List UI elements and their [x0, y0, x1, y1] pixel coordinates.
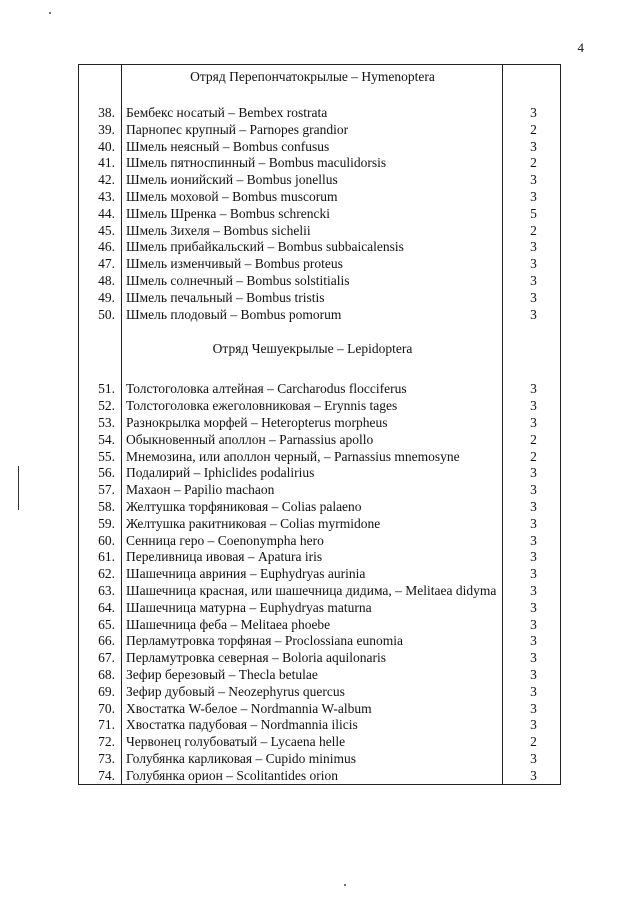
species-row: [79, 172, 561, 189]
spacer-cell: [122, 89, 503, 105]
species-number: 46.: [79, 239, 122, 256]
species-name: Разнокрылка морфей – Heteropterus morpheus: [122, 415, 503, 432]
spacer-row: [79, 89, 561, 105]
species-row: [79, 398, 561, 415]
species-row: [79, 650, 561, 667]
scan-margin-mark: [18, 466, 19, 510]
species-name: Переливница ивовая – Apatura iris: [122, 549, 503, 566]
species-number: 56.: [79, 465, 122, 482]
rarity-category: 3: [503, 600, 561, 617]
species-name: Махаон – Papilio machaon: [122, 482, 503, 499]
species-name: Голубянка карликовая – Cupido minimus: [122, 751, 503, 768]
species-row: [79, 105, 561, 122]
species-row: [79, 516, 561, 533]
species-row: [79, 701, 561, 718]
species-number: 67.: [79, 650, 122, 667]
species-number: 62.: [79, 566, 122, 583]
species-row: [79, 432, 561, 449]
species-number: 68.: [79, 667, 122, 684]
species-name: Шашечница феба – Melitaea phoebe: [122, 617, 503, 634]
rarity-category: 3: [503, 465, 561, 482]
rarity-category: 3: [503, 139, 561, 156]
species-row: [79, 155, 561, 172]
species-row: [79, 751, 561, 768]
species-row: [79, 122, 561, 139]
spacer-cell: [503, 361, 561, 381]
species-number: 72.: [79, 734, 122, 751]
rarity-category: 3: [503, 667, 561, 684]
rarity-category: 3: [503, 701, 561, 718]
order-title: Отряд Чешуекрылые – Lepidoptera: [122, 337, 503, 361]
order-cat-cell: [503, 337, 561, 361]
species-name: Шмель моховой – Bombus muscorum: [122, 189, 503, 206]
species-name: Обыкновенный аполлон – Parnassius apollo: [122, 432, 503, 449]
species-number: 54.: [79, 432, 122, 449]
order-header-row: [79, 65, 561, 90]
spacer-cell: [122, 361, 503, 381]
species-row: [79, 290, 561, 307]
species-number: 69.: [79, 684, 122, 701]
rarity-category: 3: [503, 516, 561, 533]
rarity-category: 2: [503, 122, 561, 139]
species-name: Зефир дубовый – Neozephyrus quercus: [122, 684, 503, 701]
species-row: [79, 449, 561, 466]
scan-speck: [49, 12, 51, 14]
species-number: 73.: [79, 751, 122, 768]
species-name: Хвостатка падубовая – Nordmannia ilicis: [122, 717, 503, 734]
species-number: 64.: [79, 600, 122, 617]
rarity-category: 2: [503, 432, 561, 449]
order-num-cell: [79, 337, 122, 361]
species-number: 52.: [79, 398, 122, 415]
species-row: [79, 717, 561, 734]
rarity-category: 3: [503, 768, 561, 785]
rarity-category: 3: [503, 549, 561, 566]
species-number: 44.: [79, 206, 122, 223]
species-number: 70.: [79, 701, 122, 718]
species-number: 49.: [79, 290, 122, 307]
species-row: [79, 415, 561, 432]
order-title: Отряд Перепончатокрылые – Hymenoptera: [122, 65, 503, 90]
species-row: [79, 499, 561, 516]
species-number: 65.: [79, 617, 122, 634]
rarity-category: 2: [503, 449, 561, 466]
rarity-category: 3: [503, 415, 561, 432]
species-row: [79, 307, 561, 324]
species-row: [79, 583, 561, 600]
rarity-category: 3: [503, 239, 561, 256]
rarity-category: 3: [503, 583, 561, 600]
species-name: Перламутровка торфяная – Proclossiana eunomia: [122, 633, 503, 650]
species-name: Хвостатка W-белое – Nordmannia W-album: [122, 701, 503, 718]
species-name: Сенница геро – Coenonympha hero: [122, 533, 503, 550]
spacer-row: [79, 323, 561, 337]
species-name: Шмель плодовый – Bombus pomorum: [122, 307, 503, 324]
species-name: Шашечница матурна – Euphydryas maturna: [122, 600, 503, 617]
species-row: [79, 667, 561, 684]
rarity-category: 3: [503, 105, 561, 122]
rarity-category: 3: [503, 684, 561, 701]
species-number: 58.: [79, 499, 122, 516]
species-row: [79, 533, 561, 550]
species-number: 66.: [79, 633, 122, 650]
species-name: Бембекс носатый – Bembex rostrata: [122, 105, 503, 122]
species-name: Парнопес крупный – Parnopes grandior: [122, 122, 503, 139]
species-row: [79, 633, 561, 650]
species-number: 53.: [79, 415, 122, 432]
rarity-category: 3: [503, 717, 561, 734]
species-name: Мнемозина, или аполлон черный, – Parnassius mnemosyne: [122, 449, 503, 466]
rarity-category: 3: [503, 290, 561, 307]
species-row: [79, 684, 561, 701]
species-row: [79, 549, 561, 566]
species-number: 74.: [79, 768, 122, 785]
species-row: [79, 482, 561, 499]
species-number: 47.: [79, 256, 122, 273]
species-number: 40.: [79, 139, 122, 156]
species-name: Шмель ионийский – Bombus jonellus: [122, 172, 503, 189]
species-number: 48.: [79, 273, 122, 290]
rarity-category: 2: [503, 734, 561, 751]
species-name: Зефир березовый – Thecla betulae: [122, 667, 503, 684]
species-name: Голубянка орион – Scolitantides orion: [122, 768, 503, 785]
spacer-cell: [503, 323, 561, 337]
species-row: [79, 273, 561, 290]
order-num-cell: [79, 65, 122, 90]
species-number: 60.: [79, 533, 122, 550]
species-row: [79, 566, 561, 583]
species-number: 42.: [79, 172, 122, 189]
spacer-cell: [122, 323, 503, 337]
rarity-category: 3: [503, 172, 561, 189]
rarity-category: 3: [503, 633, 561, 650]
species-row: [79, 465, 561, 482]
species-row: [79, 223, 561, 240]
species-number: 55.: [79, 449, 122, 466]
species-number: 57.: [79, 482, 122, 499]
species-name: Шашечница авриния – Euphydryas aurinia: [122, 566, 503, 583]
rarity-category: 5: [503, 206, 561, 223]
rarity-category: 3: [503, 650, 561, 667]
rarity-category: 3: [503, 482, 561, 499]
species-table: [78, 64, 561, 785]
rarity-category: 3: [503, 566, 561, 583]
species-number: 38.: [79, 105, 122, 122]
species-table-body: [79, 65, 561, 785]
species-row: [79, 206, 561, 223]
species-name: Шмель неясный – Bombus confusus: [122, 139, 503, 156]
rarity-category: 3: [503, 499, 561, 516]
rarity-category: 2: [503, 223, 561, 240]
species-row: [79, 189, 561, 206]
spacer-cell: [79, 361, 122, 381]
species-number: 63.: [79, 583, 122, 600]
order-header-row: [79, 337, 561, 361]
species-name: Шмель Шренка – Bombus schrencki: [122, 206, 503, 223]
species-number: 50.: [79, 307, 122, 324]
species-row: [79, 381, 561, 398]
rarity-category: 3: [503, 751, 561, 768]
order-cat-cell: [503, 65, 561, 90]
species-number: 59.: [79, 516, 122, 533]
rarity-category: 3: [503, 189, 561, 206]
species-name: Желтушка торфяниковая – Colias palaeno: [122, 499, 503, 516]
spacer-row: [79, 361, 561, 381]
species-row: [79, 600, 561, 617]
rarity-category: 3: [503, 307, 561, 324]
species-number: 41.: [79, 155, 122, 172]
species-name: Шмель солнечный – Bombus solstitialis: [122, 273, 503, 290]
species-name: Шмель печальный – Bombus tristis: [122, 290, 503, 307]
species-name: Шмель изменчивый – Bombus proteus: [122, 256, 503, 273]
species-name: Толстоголовка ежеголовниковая – Erynnis tages: [122, 398, 503, 415]
species-name: Подалирий – Iphiclides podalirius: [122, 465, 503, 482]
page-number: 4: [577, 40, 584, 55]
rarity-category: 3: [503, 381, 561, 398]
species-number: 39.: [79, 122, 122, 139]
species-number: 71.: [79, 717, 122, 734]
species-number: 51.: [79, 381, 122, 398]
species-name: Желтушка ракитниковая – Colias myrmidone: [122, 516, 503, 533]
species-number: 45.: [79, 223, 122, 240]
species-name: Перламутровка северная – Boloria aquilonaris: [122, 650, 503, 667]
rarity-category: 3: [503, 256, 561, 273]
species-row: [79, 239, 561, 256]
rarity-category: 2: [503, 155, 561, 172]
species-row: [79, 768, 561, 785]
species-name: Толстоголовка алтейная – Carcharodus flocciferus: [122, 381, 503, 398]
species-name: Шмель пятноспинный – Bombus maculidorsis: [122, 155, 503, 172]
species-name: Шмель прибайкальский – Bombus subbaicalensis: [122, 239, 503, 256]
species-name: Шмель Зихеля – Bombus sichelii: [122, 223, 503, 240]
species-row: [79, 617, 561, 634]
spacer-cell: [503, 89, 561, 105]
rarity-category: 3: [503, 617, 561, 634]
spacer-cell: [79, 89, 122, 105]
species-number: 61.: [79, 549, 122, 566]
species-row: [79, 139, 561, 156]
rarity-category: 3: [503, 398, 561, 415]
rarity-category: 3: [503, 533, 561, 550]
species-number: 43.: [79, 189, 122, 206]
spacer-cell: [79, 323, 122, 337]
species-row: [79, 734, 561, 751]
species-name: Червонец голубоватый – Lycaena helle: [122, 734, 503, 751]
species-row: [79, 256, 561, 273]
scan-speck: [344, 884, 346, 886]
species-name: Шашечница красная, или шашечница дидима, – Melitaea didyma: [122, 583, 503, 600]
rarity-category: 3: [503, 273, 561, 290]
